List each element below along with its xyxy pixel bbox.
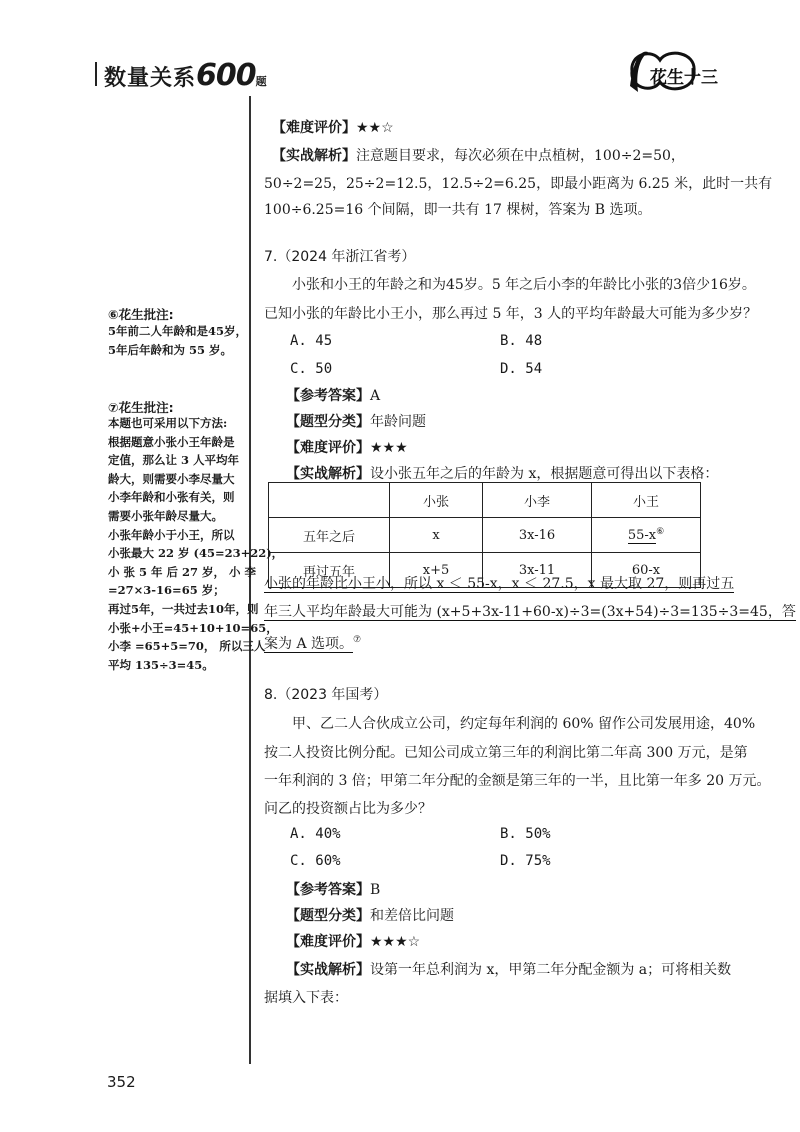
note-mark: ⑥	[656, 526, 665, 537]
title-suffix: 题	[255, 75, 268, 88]
q8-option-c: C. 60%	[290, 853, 341, 869]
q7-type: 【题型分类】年龄问题	[286, 414, 426, 430]
q7-conclusion-line3: 案为 A 选项。⑦	[264, 635, 362, 652]
table-cell: 3x-16	[483, 518, 592, 553]
page-number: 352	[107, 1073, 136, 1091]
logo-text: 花生十三	[650, 68, 718, 88]
note6-title: ⑥花生批注:	[108, 307, 174, 322]
q7-conclusion-line1: 小张的年龄比小王小，所以 x ＜ 55-x，x ＜ 27.5，x 最大取 27，则再过五	[264, 576, 735, 592]
q7-option-b: B. 48	[500, 333, 543, 349]
q8-option-a: A. 40%	[290, 826, 341, 842]
q6-difficulty: 【难度评价】★★☆	[272, 120, 394, 136]
note7-body: 本题也可采用以下方法: 根据题意小张小王年龄是 定值，那么让 3 人平均年 龄大，则需要小李尽量大 小李年龄和小张有关，则 需要小张年龄尽量大。 小张年龄小于小王，所以 小张最大 22 岁 (45=23+22)， 小 张 5 年 后 27 岁， 小 李 =27×3-16=65 岁； 再过5年，一共过去10年，则 小张+小王=45+10+10=65， 小李 =65+5=70， 所以三人 平均 135÷3=45。	[108, 416, 284, 672]
q8-stem-line3: 一年利润的 3 倍；甲第二年分配的金额是第三年的一半，且比第一年多 20 万元。	[264, 773, 771, 789]
note6-body: 5年前二人年龄和是45岁， 5年后年龄和为 55 岁。	[108, 324, 248, 357]
q7-option-c: C. 50	[290, 361, 333, 377]
q8-option-d: D. 75%	[500, 853, 551, 869]
table-cell: 再过五年	[269, 553, 390, 588]
q7-conclusion-line2: 年三人平均年龄最大可能为 (x+5+3x-11+60-x)÷3=(3x+54)÷3=135÷3=45，答	[264, 604, 796, 620]
q8-stem-line1: 甲、乙二人合伙成立公司，约定每年利润的 60% 留作公司发展用途，40%	[292, 716, 756, 732]
note7-title: ⑦花生批注:	[108, 400, 174, 415]
q8-analysis-line1: 【实战解析】设第一年总利润为 x，甲第二年分配金额为 a；可将相关数	[286, 962, 732, 978]
cell-value: 55-x	[627, 528, 657, 544]
book-title	[104, 58, 268, 93]
q6-analysis-line2: 50÷2=25，25÷2=12.5，12.5÷2=6.25，即最小距离为 6.25 米，此时一共有	[264, 176, 773, 192]
q8-answer: 【参考答案】B	[286, 882, 381, 898]
note-mark: ⑦	[353, 635, 362, 645]
q6-analysis-line1: 【实战解析】注意题目要求，每次必须在中点植树，100÷2=50，	[272, 148, 685, 164]
q8-type: 【题型分类】和差倍比问题	[286, 908, 454, 924]
table-cell: 3x-11	[483, 553, 592, 588]
title-prefix: 数量关系	[104, 65, 197, 91]
q7-age-table	[268, 482, 701, 588]
q7-difficulty: 【难度评价】★★★	[286, 440, 408, 456]
q8-analysis-line2: 据填入下表：	[264, 990, 348, 1006]
q7-answer: 【参考答案】A	[286, 388, 381, 404]
q7-option-d: D. 54	[500, 361, 543, 377]
table-cell: x+5	[390, 553, 483, 588]
q6-analysis-line3: 100÷6.25=16 个间隔，即一共有 17 棵树，答案为 B 选项。	[264, 202, 652, 218]
q8-stem-line2: 按二人投资比例分配。已知公司成立第三年的利润比第二年高 300 万元，是第	[264, 745, 748, 761]
table-cell: 小张	[390, 483, 483, 518]
header-divider	[95, 62, 97, 86]
table-cell: 五年之后	[269, 518, 390, 553]
q8-option-b: B. 50%	[500, 826, 551, 842]
table-header-row	[269, 483, 701, 518]
q7-stem-line1: 小张和小王的年龄之和为45岁。5 年之后小李的年龄比小张的3倍少16岁。	[292, 277, 756, 293]
table-cell	[269, 483, 390, 518]
table-row	[269, 518, 701, 553]
table-cell: 60-x	[592, 553, 701, 588]
table-cell: 小李	[483, 483, 592, 518]
q7-stem-line2: 已知小张的年龄比小王小，那么再过 5 年，3 人的平均年龄最大可能为多少岁？	[264, 306, 758, 322]
table-cell: 小王	[592, 483, 701, 518]
q7-option-a: A. 45	[290, 333, 333, 349]
q7-heading: 7.（2024 年浙江省考）	[264, 249, 416, 265]
table-cell	[592, 518, 701, 553]
table-cell: x	[390, 518, 483, 553]
q8-difficulty: 【难度评价】★★★☆	[286, 934, 421, 950]
q8-heading: 8.（2023 年国考）	[264, 687, 388, 703]
q8-stem-line4: 问乙的投资额占比为多少？	[264, 801, 432, 817]
q7-analysis-intro: 【实战解析】设小张五年之后的年龄为 x，根据题意可得出以下表格：	[286, 466, 719, 482]
title-number: 600	[196, 58, 256, 93]
